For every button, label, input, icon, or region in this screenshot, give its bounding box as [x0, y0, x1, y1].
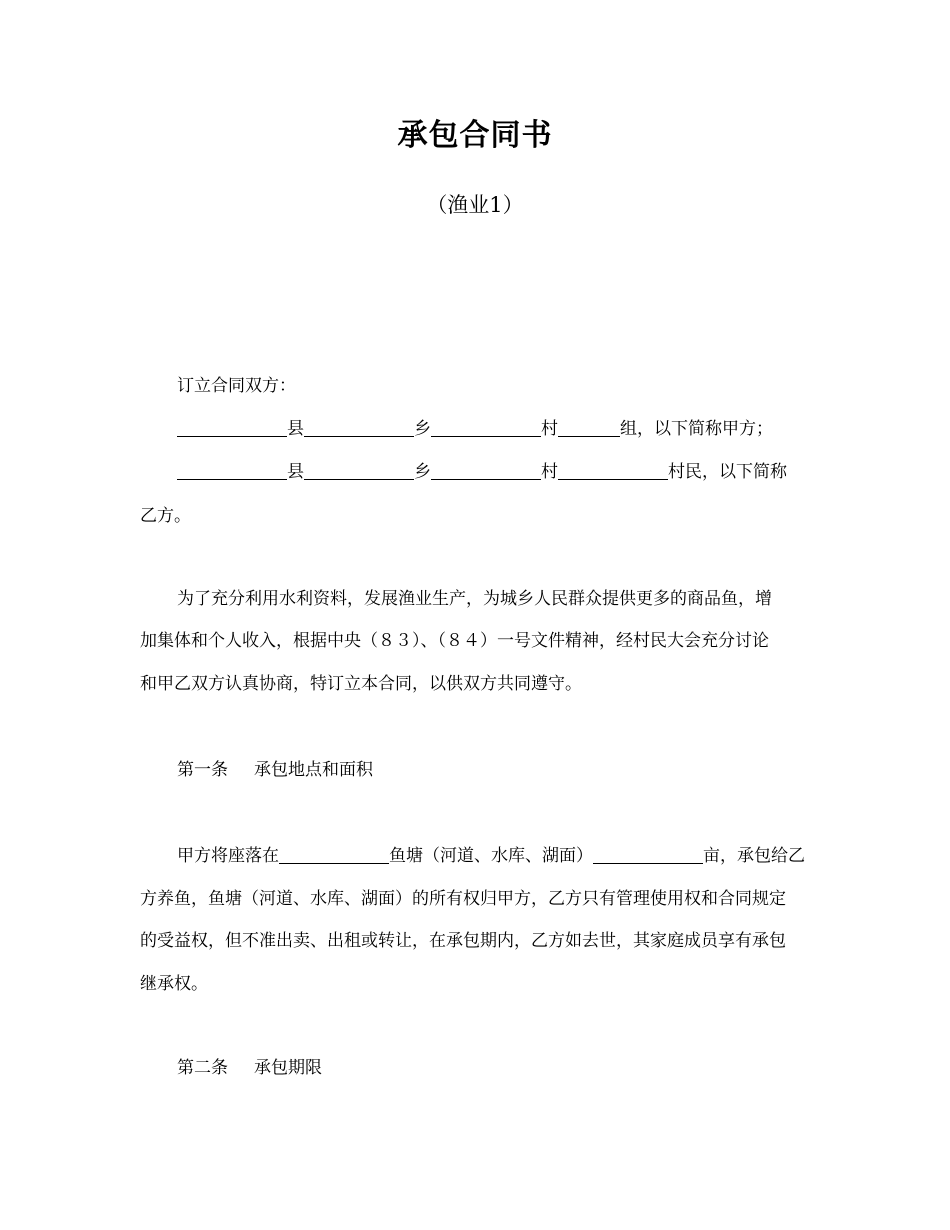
party-b-township-label: 乡: [414, 462, 431, 482]
preamble-line-1: 为了充分利用水利资料，发展渔业生产，为城乡人民群众提供更多的商品鱼，增: [177, 589, 772, 609]
party-a-group-blank[interactable]: [558, 418, 620, 437]
party-a-village-blank[interactable]: [431, 418, 541, 437]
party-b-villager-blank[interactable]: [558, 461, 668, 480]
article-1-line-3: 的受益权，但不准出卖、出租或转让，在承包期内，乙方如去世，其家庭成员享有承包: [140, 931, 786, 951]
party-a-township-label: 乡: [414, 419, 431, 439]
party-b-villager-label: 村民，以下简称: [668, 462, 787, 482]
parties-intro: 订立合同双方：: [177, 376, 296, 396]
article-1-line-1: [140, 843, 849, 869]
preamble-line-3: 和甲乙双方认真协商，特订立本合同，以供双方共同遵守。: [140, 674, 582, 694]
document-subtitle: （渔业1）: [426, 193, 524, 217]
article-2-number: 第二条: [177, 1058, 228, 1078]
article-1-title: 承包地点和面积: [254, 760, 373, 780]
party-a-line: [140, 416, 849, 442]
party-b-line: [140, 459, 849, 485]
article-2-heading: [140, 1055, 849, 1081]
article-1-area-label: 亩，承包给乙: [703, 846, 805, 866]
article-1-line-2: 方养鱼，鱼塘（河道、水库、湖面）的所有权归甲方，乙方只有管理使用权和合同规定: [140, 889, 786, 909]
article-1-water-label: 鱼塘（河道、水库、湖面）: [389, 846, 593, 866]
article-1-line-4: 继承权。: [140, 974, 208, 994]
document-title: 承包合同书: [397, 118, 553, 153]
party-b-county-blank[interactable]: [177, 461, 287, 480]
article-2-title: 承包期限: [254, 1058, 322, 1078]
party-b-village-blank[interactable]: [431, 461, 541, 480]
party-b-continuation: 乙方。: [140, 506, 191, 526]
party-b-village-label: 村: [541, 462, 558, 482]
preamble-line-2: 加集体和个人收入，根据中央（８３）、（８４）一号文件精神，经村民大会充分讨论: [140, 631, 769, 651]
article-1-area-blank[interactable]: [593, 845, 703, 864]
article-1-location-label: 甲方将座落在: [177, 846, 279, 866]
party-b-township-blank[interactable]: [304, 461, 414, 480]
party-a-county-label: 县: [287, 419, 304, 439]
party-a-group-label: 组，以下简称甲方；: [620, 419, 773, 439]
article-1-heading: [140, 757, 849, 783]
party-a-village-label: 村: [541, 419, 558, 439]
party-a-county-blank[interactable]: [177, 418, 287, 437]
article-1-number: 第一条: [177, 760, 228, 780]
party-b-county-label: 县: [287, 462, 304, 482]
article-1-location-blank[interactable]: [279, 845, 389, 864]
party-a-township-blank[interactable]: [304, 418, 414, 437]
